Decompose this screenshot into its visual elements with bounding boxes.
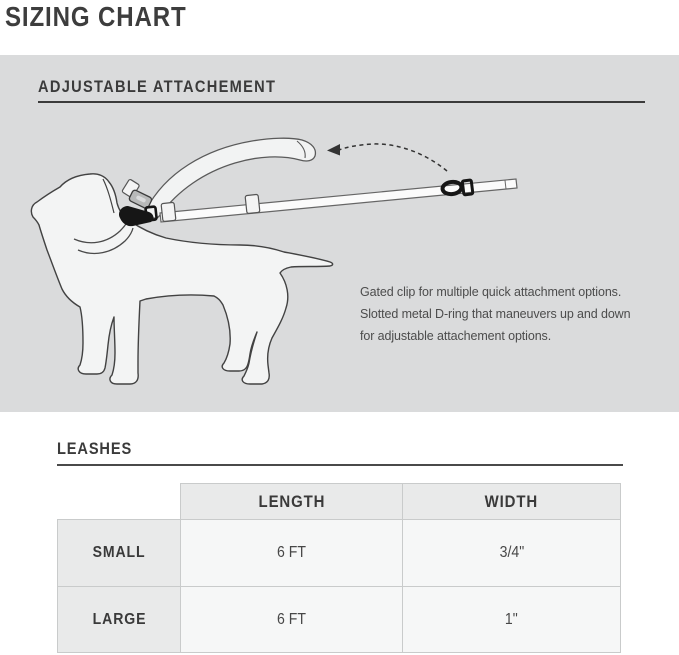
description-line: Slotted metal D-ring that maneuvers up and down <box>360 307 631 321</box>
adjustable-attachment-panel <box>0 55 679 412</box>
column-header-width: WIDTH <box>403 484 621 520</box>
leash-size-table <box>57 483 621 653</box>
strap-keeper <box>161 202 176 221</box>
page-title-text: SIZING CHART <box>5 1 187 32</box>
small-width-value: 3/4" <box>403 520 621 587</box>
column-header-length: LENGTH <box>181 484 403 520</box>
attachment-heading: ADJUSTABLE ATTACHEMENT <box>38 77 277 96</box>
description-line: for adjustable attachement options. <box>360 329 552 343</box>
leashes-heading-rule <box>57 464 623 466</box>
strap-keeper <box>245 194 260 213</box>
large-width-value: 1" <box>403 587 621 653</box>
large-length-value: 6 FT <box>181 587 403 653</box>
table-header-row <box>58 484 621 520</box>
leashes-heading: LEASHES <box>57 439 133 458</box>
collar-dring-clip <box>119 189 157 226</box>
page-title <box>5 1 216 33</box>
row-label-large: LARGE <box>58 587 181 653</box>
dog-leash-illustration <box>0 55 679 412</box>
table-corner-cell <box>58 484 181 520</box>
table-row-small <box>58 520 621 587</box>
description-line: Gated clip for multiple quick attachment options. <box>360 285 622 299</box>
table-row-large <box>58 587 621 653</box>
motion-arrow-icon <box>327 144 447 171</box>
row-label-small: SMALL <box>58 520 181 587</box>
attachment-description <box>360 281 660 347</box>
small-length-value: 6 FT <box>181 520 403 587</box>
